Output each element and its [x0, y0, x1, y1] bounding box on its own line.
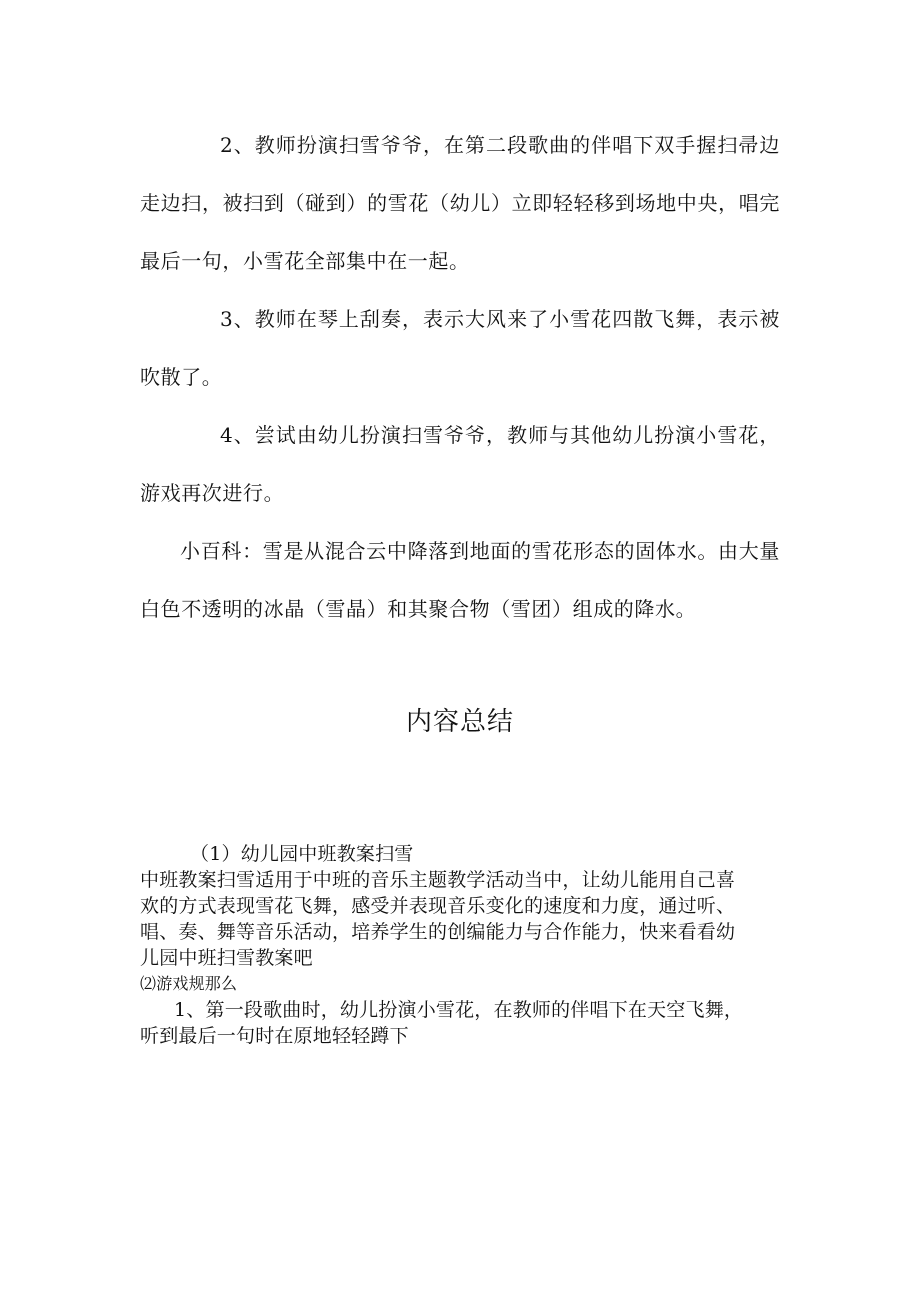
summary-item-1-line: 中班教案扫雪适用于中班的音乐主题教学活动当中，让幼儿能用自己喜: [140, 869, 736, 891]
summary-block: [140, 841, 780, 1049]
summary-item-1-line: 儿园中班扫雪教案吧: [140, 947, 313, 969]
summary-item-1-line: 唱、奏、舞等音乐活动，培养学生的创编能力与合作能力，快来看看幼: [140, 921, 736, 943]
paragraph-step-4: 4、尝试由幼儿扮演扫雪爷爷，教师与其他幼儿扮演小雪花，游戏再次进行。: [140, 423, 780, 505]
summary-item-2-title: ⑵游戏规那么: [140, 974, 238, 993]
paragraph-encyclopedia: 小百科：雪是从混合云中降落到地面的雪花形态的固体水。由大量白色不透明的冰晶（雪晶）和其聚合物（雪团）组成的降水。: [140, 539, 780, 621]
paragraph-step-3: 3、教师在琴上刮奏，表示大风来了小雪花四散飞舞，表示被吹散了。: [140, 307, 780, 389]
rule-1-line: 听到最后一句时在原地轻轻蹲下: [140, 1025, 409, 1047]
summary-item-1-title: （1）幼儿园中班教案扫雪: [190, 843, 414, 865]
summary-item-1-line: 欢的方式表现雪花飞舞，感受并表现音乐变化的速度和力度，通过听、: [140, 895, 736, 917]
summary-heading: 内容总结: [405, 707, 514, 737]
rule-1-line: 1、第一段歌曲时，幼儿扮演小雪花，在教师的伴唱下在天空飞舞，: [174, 999, 744, 1021]
paragraph-step-2: 2、教师扮演扫雪爷爷，在第二段歌曲的伴唱下双手握扫帚边走边扫，被扫到（碰到）的雪花（幼儿）立即轻轻移到场地中央，唱完最后一句，小雪花全部集中在一起。: [140, 133, 780, 273]
